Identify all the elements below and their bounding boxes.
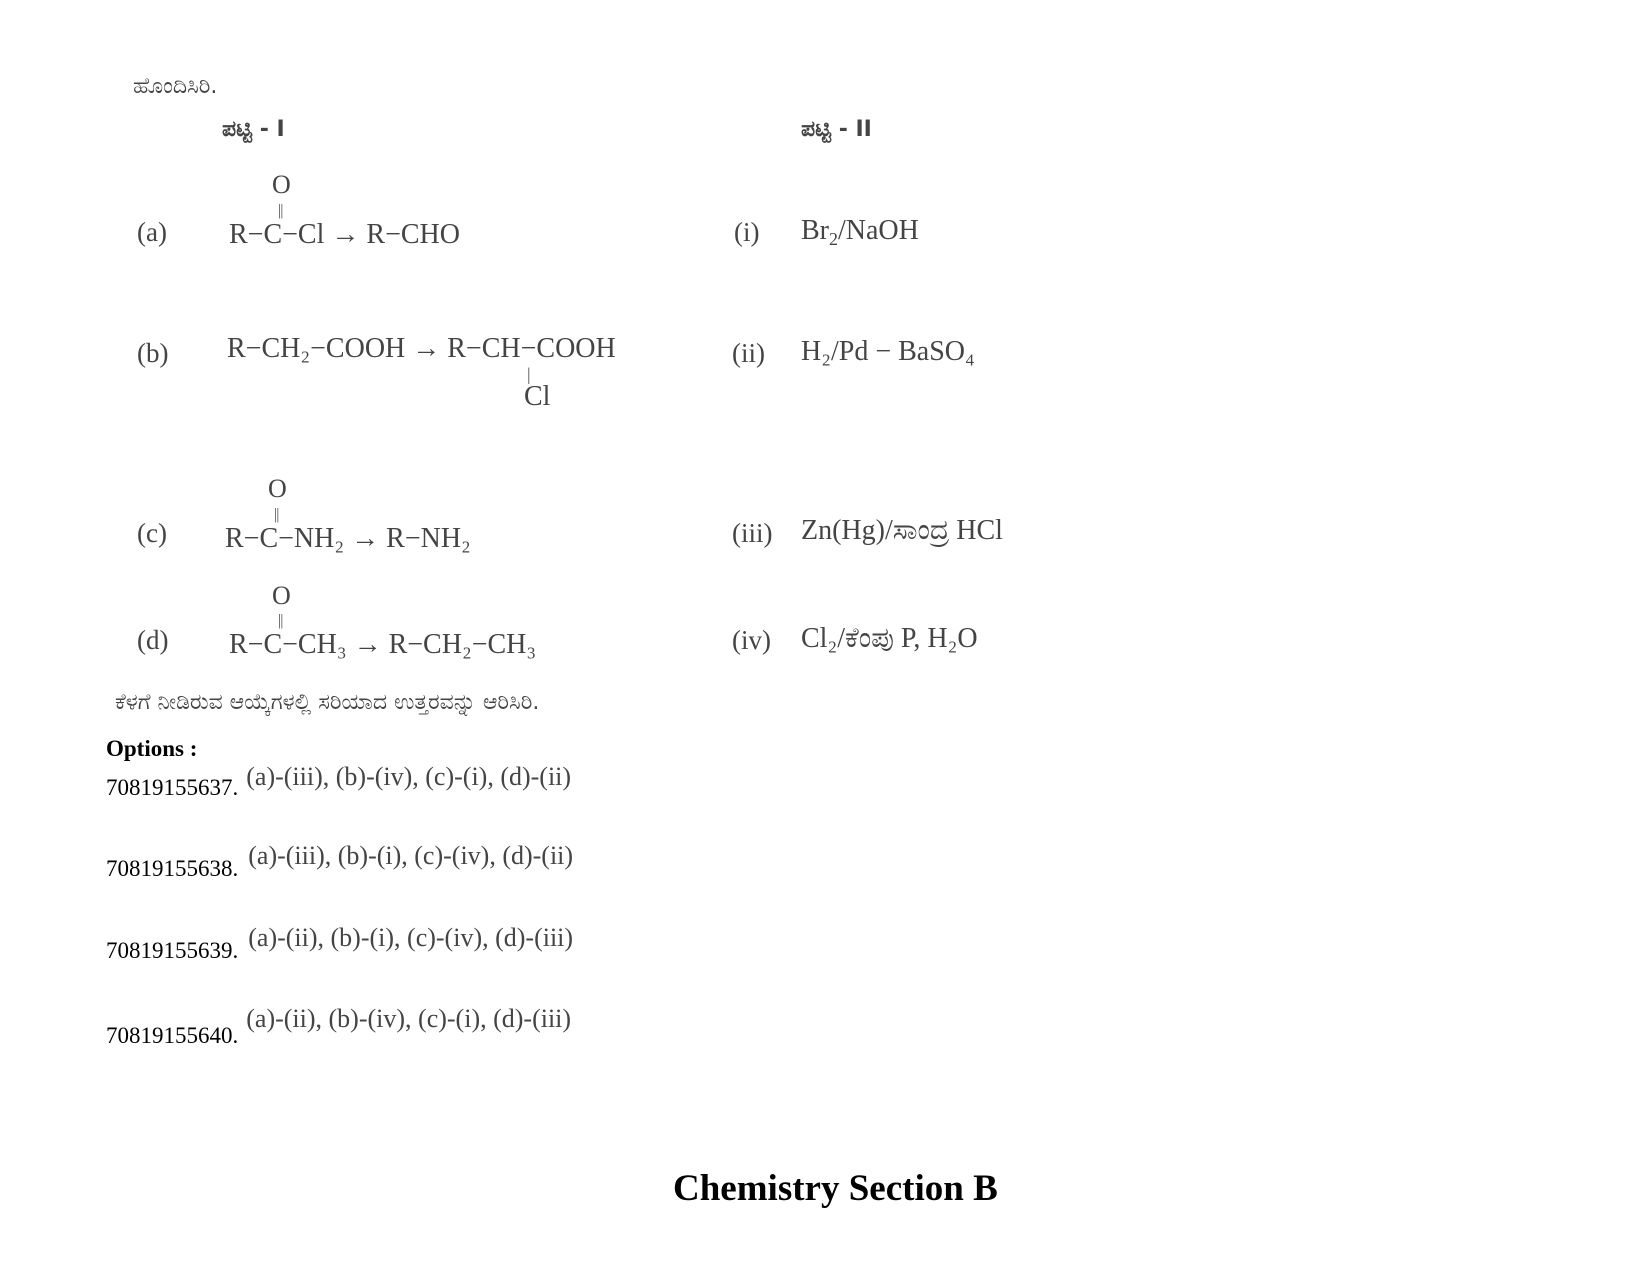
option-3-id: 70819155639. <box>106 938 239 963</box>
option-1-text: (a)-(iii), (b)-(iv), (c)-(i), (d)-(ii) <box>246 762 572 791</box>
row-d-carbonyl-o: O <box>272 581 291 610</box>
row-b-single-bond: | <box>527 364 531 384</box>
row-d-label: (d) <box>137 625 169 655</box>
row-c-double-bond: || <box>274 506 279 523</box>
option-2[interactable] <box>106 841 574 883</box>
option-1-id: 70819155637. <box>106 775 239 800</box>
row-b-chloro: Cl <box>524 381 551 412</box>
row-iv-label: (iv) <box>732 625 771 655</box>
row-iv-reagent: Cl₂/ಕೆಂಪು P, H₂O <box>801 623 978 654</box>
row-d-double-bond: || <box>278 612 283 629</box>
row-i-reagent: $Br_2$/NaOH <box>801 215 919 249</box>
section-title: Chemistry Section B <box>673 1168 998 1209</box>
row-b-reaction: R−CH₂−COOH → R−CH−COOH <box>227 333 616 364</box>
match-instruction: ಹೊಂದಿಸಿರಿ. <box>133 74 218 99</box>
option-4[interactable] <box>106 1004 572 1050</box>
row-a-double-bond: || <box>278 202 283 219</box>
option-2-id: 70819155638. <box>106 856 239 881</box>
row-a-label: (a) <box>137 217 167 247</box>
row-ii-label: (ii) <box>732 338 765 368</box>
row-i-label: (i) <box>734 217 760 247</box>
option-3[interactable] <box>106 923 574 965</box>
row-c-reaction: R−C−NH₂ → R−NH₂ <box>225 523 471 554</box>
choose-instruction: ಕೆಳಗೆ ನೀಡಿರುವ ಆಯ್ಕೆಗಳಲ್ಲಿ ಸರಿಯಾದ ಉತ್ತರವನ್ನು ಆರಿಸಿರಿ. <box>115 690 540 715</box>
list2-header: ಪಟ್ಟಿ - II <box>801 117 872 142</box>
row-c-carbonyl-o: O <box>268 474 287 503</box>
row-c-label: (c) <box>137 518 167 548</box>
row-b-label: (b) <box>137 338 169 368</box>
option-1[interactable] <box>106 762 572 802</box>
option-4-id: 70819155640. <box>106 1023 239 1048</box>
option-4-text: (a)-(ii), (b)-(iv), (c)-(i), (d)-(iii) <box>246 1004 572 1033</box>
options-heading: Options : <box>106 736 198 761</box>
row-a-reaction: R−C−Cl → R−CHO <box>229 219 460 250</box>
row-iii-reagent: Zn(Hg)/ಸಾಂದ್ರ HCl <box>801 515 1003 546</box>
row-iii-label: (iii) <box>732 518 773 548</box>
list1-header: ಪಟ್ಟಿ - I <box>222 117 285 142</box>
option-2-text: (a)-(iii), (b)-(i), (c)-(iv), (d)-(ii) <box>248 841 574 870</box>
row-a-carbonyl-o: O <box>272 170 291 199</box>
option-3-text: (a)-(ii), (b)-(i), (c)-(iv), (d)-(iii) <box>248 923 574 952</box>
row-d-reaction: R−C−CH₃ → R−CH₂−CH₃ <box>229 629 537 660</box>
row-ii-reagent: H₂/Pd − BaSO₄ <box>801 336 975 367</box>
